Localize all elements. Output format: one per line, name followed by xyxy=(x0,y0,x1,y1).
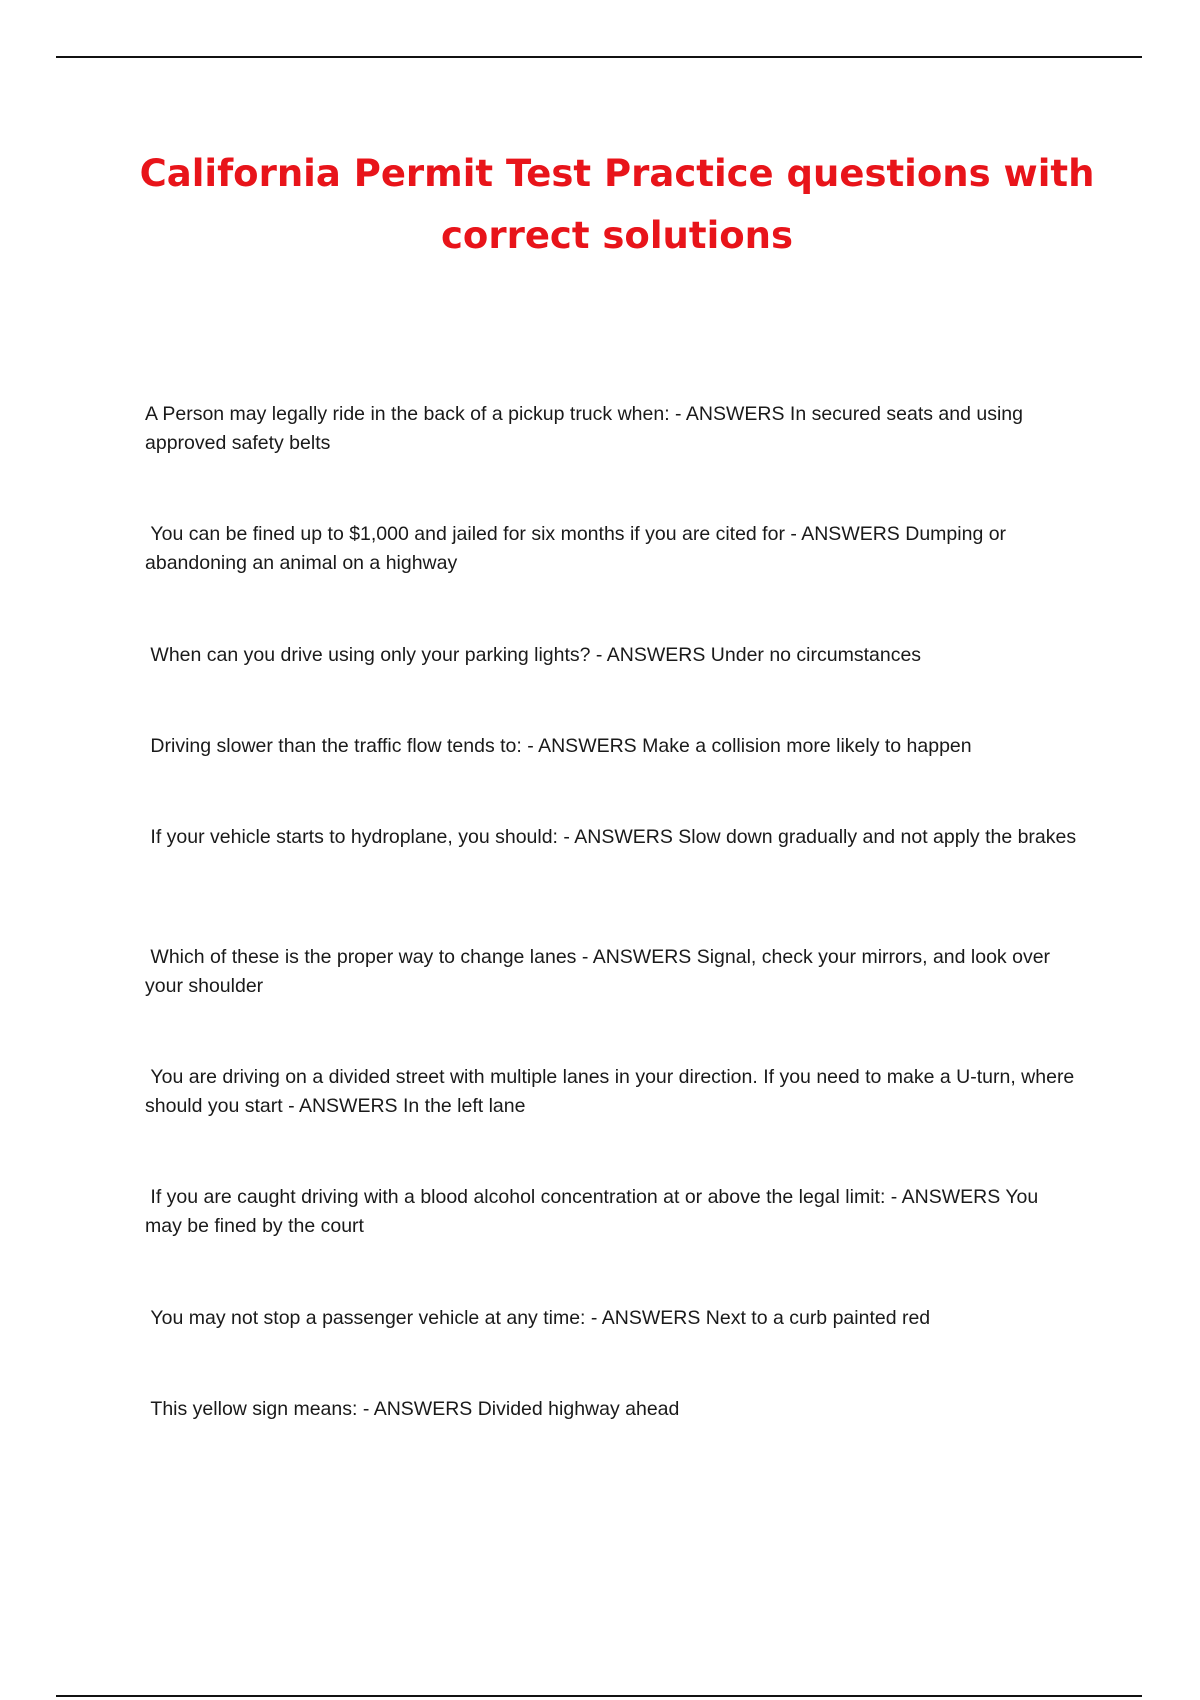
question-text: Which of these is the proper way to change lanes - xyxy=(145,946,593,968)
question-text: You are driving on a divided street with multiple lanes in your direction. If you need to make a U-turn, where should you start - xyxy=(145,1066,1080,1117)
question-text: If your vehicle starts to hydroplane, you should: - xyxy=(145,826,574,848)
question-text: A Person may legally ride in the back of a pickup truck when: - xyxy=(145,403,686,425)
answer-label: ANSWERS xyxy=(601,1307,701,1329)
question-text: This yellow sign means: - xyxy=(145,1398,374,1420)
answer-text: Slow down gradually and not apply the brakes xyxy=(678,826,1077,848)
qa-item-9 xyxy=(145,1304,1080,1333)
answer-label: ANSWERS xyxy=(685,403,785,425)
page-title: California Permit Test Practice questions with correct solutions xyxy=(139,152,1095,257)
answer-label: ANSWERS xyxy=(574,826,673,848)
answer-label: ANSWERS xyxy=(801,523,900,545)
answer-text: Divided highway ahead xyxy=(477,1398,680,1420)
qa-item-1 xyxy=(145,400,1080,458)
answer-label: ANSWERS xyxy=(538,735,637,757)
qa-item-4 xyxy=(145,732,1080,761)
qa-item-5 xyxy=(145,823,1080,852)
answer-label: ANSWERS xyxy=(901,1186,1001,1208)
qa-item-10 xyxy=(145,1395,1080,1424)
question-text: When can you drive using only your parking lights? - xyxy=(145,644,607,666)
question-text: If you are caught driving with a blood alcohol concentration at or above the legal limit: - xyxy=(145,1186,902,1208)
qa-item-6 xyxy=(145,943,1080,1001)
question-text: You can be fined up to $1,000 and jailed for six months if you are cited for - xyxy=(145,523,801,545)
answer-label: ANSWERS xyxy=(298,1095,398,1117)
qa-item-2 xyxy=(145,520,1080,578)
question-text: You may not stop a passenger vehicle at any time: - xyxy=(145,1307,602,1329)
question-text: Driving slower than the traffic flow tends to: - xyxy=(145,735,538,757)
answer-text: You may be fined by the court xyxy=(145,1186,1044,1237)
answer-text: Next to a curb painted red xyxy=(705,1307,931,1329)
answer-text: Under no circumstances xyxy=(710,644,922,666)
top-rule xyxy=(56,56,1142,58)
qa-item-7 xyxy=(145,1063,1080,1121)
answer-label: ANSWERS xyxy=(373,1398,473,1420)
bottom-rule xyxy=(56,1695,1142,1697)
answer-text: Signal, check your mirrors, and look over your shoulder xyxy=(145,946,1056,997)
answer-text: In secured seats and using approved safety belts xyxy=(145,403,1029,454)
qa-item-8 xyxy=(145,1183,1080,1241)
answer-text: In the left lane xyxy=(402,1095,526,1117)
answer-text: Make a collision more likely to happen xyxy=(642,735,972,757)
answer-text: Dumping or abandoning an animal on a highway xyxy=(145,523,1012,574)
answer-label: ANSWERS xyxy=(606,644,706,666)
qa-item-3 xyxy=(145,641,1080,670)
answer-label: ANSWERS xyxy=(592,946,692,968)
